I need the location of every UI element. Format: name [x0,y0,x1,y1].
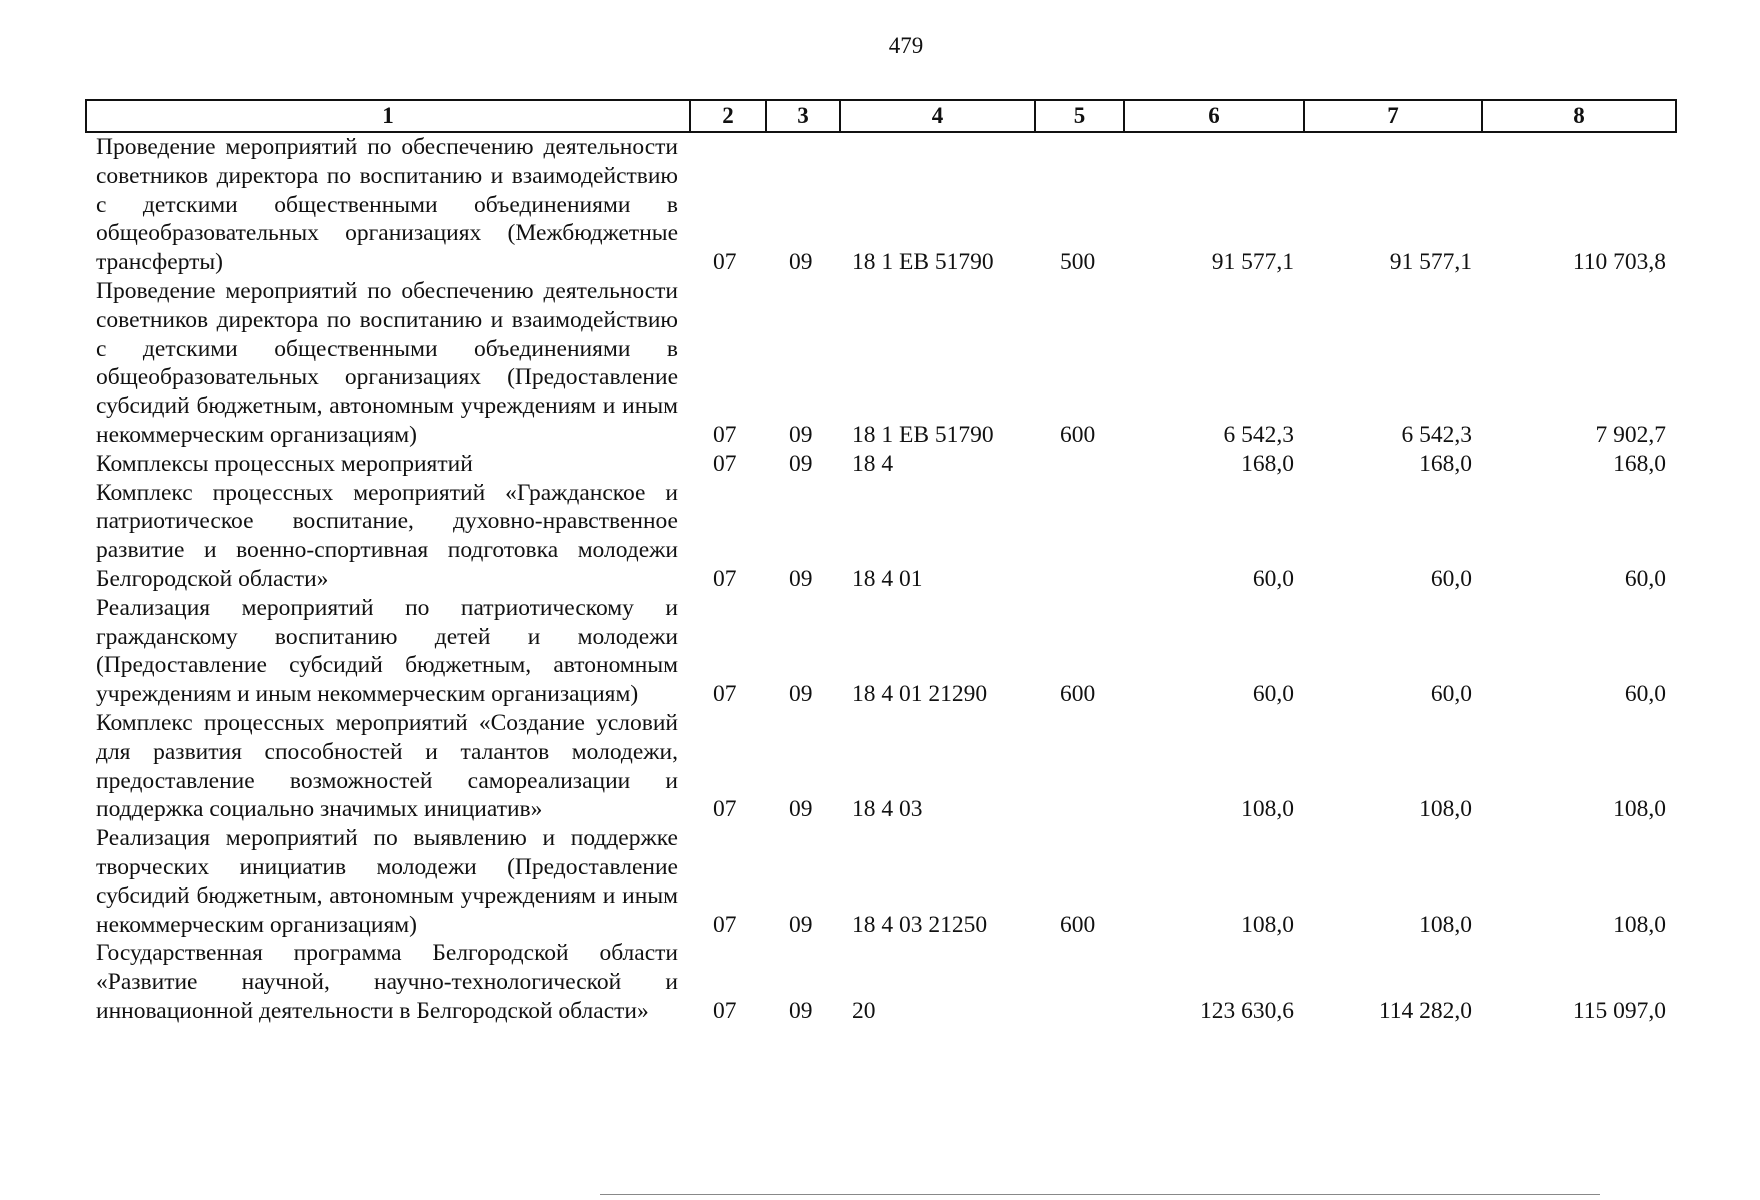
row-amount-year-1: 168,0 [1241,450,1294,477]
row-subsection: 09 [789,565,813,592]
row-amount-year-1: 6 542,3 [1223,421,1294,448]
row-name: Реализация мероприятий по патриотическому и гражданскому воспитанию детей и молодежи (Предоставление субсидий бюджетным, автономным учреждениям и иным некоммерческим организациям) [96,594,678,708]
header-row [86,100,1676,132]
table-row [86,479,1676,594]
row-target-article: 20 [852,997,876,1024]
table-row [86,277,1676,450]
row-subsection: 09 [789,997,813,1024]
table-row [86,450,1676,479]
row-target-article: 18 4 01 21290 [852,681,988,708]
row-amount-year-2: 108,0 [1419,911,1472,938]
row-section: 07 [713,249,737,276]
row-section: 07 [713,450,737,477]
budget-table [85,99,1677,1026]
row-amount-year-1: 108,0 [1241,796,1294,823]
row-amount-year-1: 91 577,1 [1211,249,1294,276]
row-amount-year-1: 60,0 [1252,565,1294,592]
row-amount-year-2: 168,0 [1419,450,1472,477]
row-amount-year-2: 91 577,1 [1389,249,1472,276]
row-expense-type [1035,939,1124,1025]
row-name: Проведение мероприятий по обеспечению деятельности советников директора по воспитанию и взаимодействию с детскими общественными объединениями в общеобразовательных организациях (Межбюджетные трансферты) [96,134,678,276]
row-amount-year-3: 7 902,7 [1595,421,1666,448]
table-row [86,594,1676,709]
row-target-article: 18 1 EB 51790 [852,249,994,276]
row-amount-year-1: 123 630,6 [1200,997,1294,1024]
row-expense-type [1035,709,1124,824]
row-subsection: 09 [789,249,813,276]
row-target-article: 18 4 03 21250 [852,911,988,938]
row-target-article: 18 4 03 [852,796,923,823]
row-section: 07 [713,681,737,708]
row-amount-year-3: 115 097,0 [1572,997,1666,1024]
table-row [86,824,1676,939]
header-col-6: 6 [1124,100,1304,132]
row-amount-year-2: 6 542,3 [1401,421,1472,448]
row-expense-type: 600 [1060,911,1096,938]
header-col-1: 1 [86,100,690,132]
row-target-article: 18 4 [852,450,894,477]
header-col-4: 4 [840,100,1035,132]
row-amount-year-3: 60,0 [1624,681,1666,708]
header-col-2: 2 [690,100,766,132]
row-amount-year-1: 108,0 [1241,911,1294,938]
header-col-7: 7 [1304,100,1482,132]
row-amount-year-3: 168,0 [1613,450,1666,477]
row-amount-year-2: 114 282,0 [1378,997,1472,1024]
row-subsection: 09 [789,681,813,708]
row-name: Реализация мероприятий по выявлению и поддержке творческих инициатив молодежи (Предоставление субсидий бюджетным, автономным учреждениям и иным некоммерческим организациям) [96,825,678,938]
row-section: 07 [713,911,737,938]
header-col-8: 8 [1482,100,1676,132]
row-subsection: 09 [789,421,813,448]
page-number: 479 [888,33,924,58]
row-amount-year-2: 60,0 [1430,565,1472,592]
table-row [86,709,1676,824]
row-amount-year-2: 60,0 [1430,681,1472,708]
row-amount-year-3: 60,0 [1624,565,1666,592]
header-col-5: 5 [1035,100,1124,132]
table-row [86,132,1676,277]
row-subsection: 09 [789,796,813,823]
row-name: Комплекс процессных мероприятий «Гражданское и патриотическое воспитание, духовно-нравственное развитие и военно-спортивная подготовка молодежи Белгородской области» [96,479,678,592]
row-amount-year-3: 108,0 [1613,796,1666,823]
row-name: Комплекс процессных мероприятий «Создание условий для развития способностей и талантов молодежи, предоставление возможностей самореализации и поддержка социально значимых инициатив» [96,709,678,823]
row-name: Государственная программа Белгородской области «Развитие научной, научно-технологической и инновационной деятельности в Белгородской области» [96,940,678,1024]
row-subsection: 09 [789,450,813,477]
row-amount-year-3: 110 703,8 [1572,249,1666,276]
row-expense-type: 600 [1060,681,1096,708]
bottom-divider [600,1194,1600,1195]
header-col-3: 3 [766,100,840,132]
row-name: Проведение мероприятий по обеспечению деятельности советников директора по воспитанию и взаимодействию с детскими общественными объединениями в общеобразовательных организациях (Предоставление субсидий бюджетным, автономным учреждениям и иным некоммерческим организациям) [96,277,678,448]
table-row [86,939,1676,1025]
row-section: 07 [713,796,737,823]
row-target-article: 18 4 01 [852,565,923,592]
row-expense-type [1035,479,1124,594]
row-section: 07 [713,421,737,448]
row-section: 07 [713,997,737,1024]
row-expense-type [1035,450,1124,479]
row-expense-type: 600 [1060,421,1096,448]
row-subsection: 09 [789,911,813,938]
row-section: 07 [713,565,737,592]
row-amount-year-3: 108,0 [1613,911,1666,938]
row-name: Комплексы процессных мероприятий [96,450,473,477]
row-amount-year-2: 108,0 [1419,796,1472,823]
row-target-article: 18 1 EB 51790 [852,421,994,448]
row-expense-type: 500 [1060,249,1096,276]
row-amount-year-1: 60,0 [1252,681,1294,708]
